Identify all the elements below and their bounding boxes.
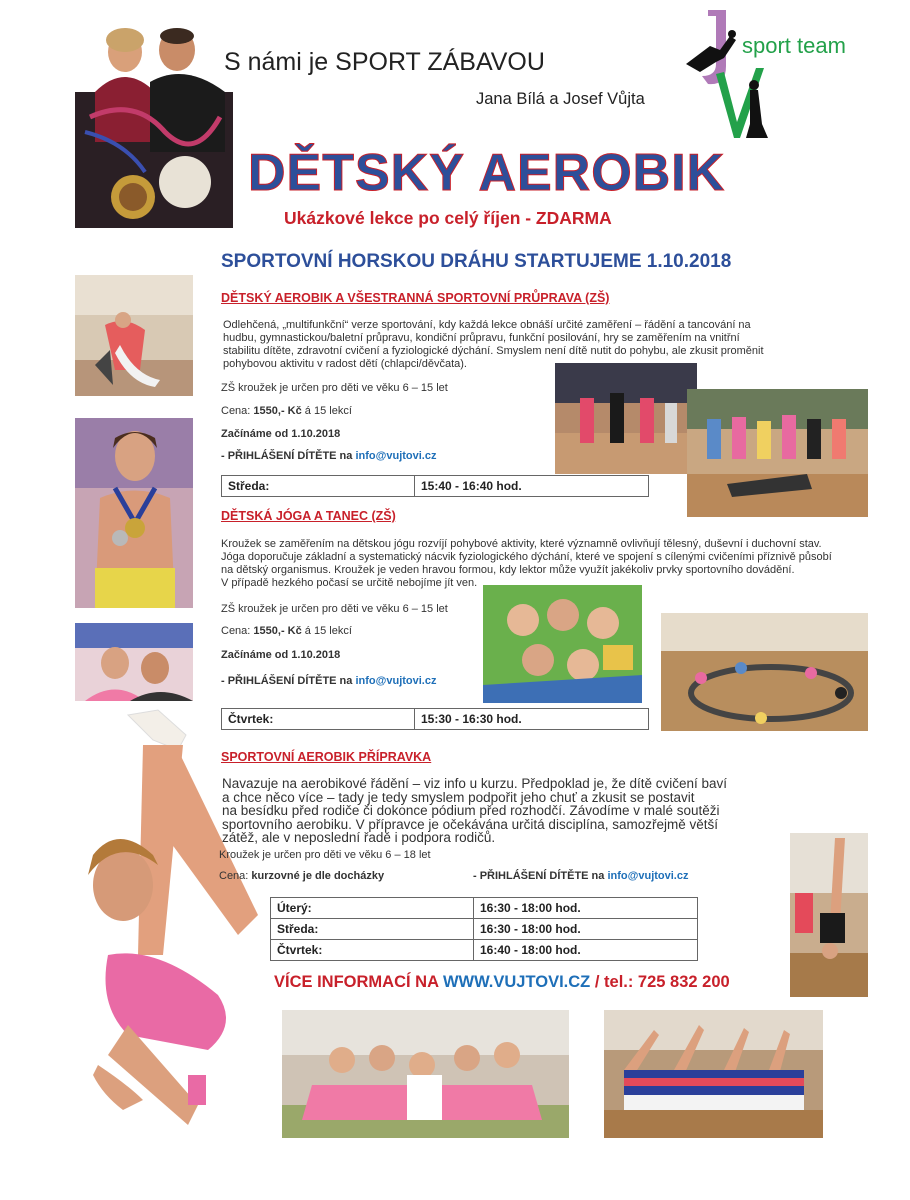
price-label: Cena: [219, 870, 252, 882]
price-info [221, 405, 352, 417]
schedule-day: Středa: [271, 919, 474, 940]
price-info [219, 870, 384, 882]
description-line: Odlehčená, „multifunkční“ verze sportování, kdy každá lekce obnáší určité zaměření – řádění a tancování na [223, 319, 751, 331]
price-suffix: á 15 lekcí [301, 625, 352, 637]
contact-prefix: VÍCE INFORMACÍ NA [274, 973, 443, 991]
schedule-row [271, 919, 698, 940]
price-info [221, 625, 352, 637]
schedule-row [271, 940, 698, 961]
description-line: Jóga doporučuje základní a systematický nácvik fyziologického dýchání, které ve spojení s cílenými cvičeními příznivě působí [221, 551, 832, 563]
price-suffix: á 15 lekcí [301, 405, 352, 417]
start-date: Začínáme od 1.10.2018 [221, 649, 341, 661]
website-link[interactable]: WWW.VUJTOVI.CZ [442, 973, 591, 991]
description-line: zátěž, ale v neposlední řadě i podpora rodičů. [222, 830, 496, 845]
price-value: kurzovné je dle docházky [251, 870, 385, 882]
description-line: sportovního aerobiku. V přípravce je očekávána určitá disciplína, samozřejmě větší [222, 816, 718, 832]
section-aerobic-description [223, 319, 823, 371]
contact-line [274, 973, 730, 992]
section-yoga-description [221, 538, 851, 590]
description-line: stabilitu dítěte, zdravotní cvičení a fyziologické dýchání. Smyslem není dítě nutit do pohybu, ale zkusit proměnit [223, 345, 764, 357]
signup-label: - PŘIHLÁŠENÍ DÍTĚTE na [221, 450, 356, 462]
section-heading-yoga: DĚTSKÁ JÓGA A TANEC (ZŠ) [221, 509, 396, 523]
email-link[interactable]: info@vujtovi.cz [355, 450, 437, 462]
schedule-day: Čtvrtek: [222, 709, 415, 730]
email-link[interactable]: info@vujtovi.cz [607, 870, 689, 882]
gym-training-photo [75, 275, 193, 396]
description-line: Kroužek se zaměřením na dětskou jógu rozvíjí pohybové aktivity, které významně ovlivňují tělesný, duševní i duchovní stav. [221, 538, 822, 550]
schedule-table [221, 708, 649, 730]
description-line: hudbu, gymnastickou/baletní průpravu, kondiční průpravu, funkční posilování, hry se zaměřením na vnitřní [223, 332, 740, 344]
schedule-time: 16:40 - 18:00 hod. [474, 940, 698, 961]
coaches-names: Jana Bílá a Josef Vůjta [476, 90, 645, 108]
gymnast-large-photo [68, 705, 273, 1140]
schedule-row [222, 476, 649, 497]
price-label: Cena: [221, 625, 254, 637]
subtitle: Ukázkové lekce po celý říjen - ZDARMA [284, 208, 612, 228]
start-date: Začínáme od 1.10.2018 [221, 428, 341, 440]
price-value: 1550,- Kč [253, 625, 302, 637]
kids-circle-photo [483, 585, 642, 703]
logo-text: sport team [742, 33, 846, 58]
schedule-time: 15:30 - 16:30 hod. [415, 709, 649, 730]
signup-info [473, 870, 688, 882]
signup-label: - PŘIHLÁŠENÍ DÍTĚTE na [221, 675, 356, 687]
description-line: na dětský organismus. Kroužek je veden hravou formou, kdy lektor může využít jakékoliv prvky sportovního dovádění. [221, 564, 795, 576]
cheer-team-photo [555, 363, 697, 474]
yoga-class-photo [661, 613, 868, 731]
schedule-day: Úterý: [271, 898, 474, 919]
signup-info [221, 675, 436, 687]
signup-info [221, 450, 436, 462]
section-heading-sport-aerobic: SPORTOVNÍ AEROBIK PŘÍPRAVKA [221, 750, 432, 764]
schedule-day: Středa: [222, 476, 415, 497]
description-line: Navazuje na aerobikové řádění – viz info u kurzu. Předpoklad je, že dítě cvičení baví [222, 776, 728, 791]
description-line: pohybovou aktivitu v radost dětí (chlapci/děvčata). [223, 358, 467, 370]
coaches-girl-photo [75, 623, 193, 701]
description-line: na besídku před rodiče či dokonce pódium před rozhodčí. Závodíme v malé soutěži [222, 803, 720, 818]
team-flags-photo [604, 1010, 823, 1138]
schedule-time: 16:30 - 18:00 hod. [474, 898, 698, 919]
medal-girl-photo [75, 418, 193, 608]
team-pink-photo [282, 1010, 569, 1138]
description-line: V případě hezkého počasí se určitě nebojíme jít ven. [221, 577, 478, 589]
age-info: ZŠ kroužek je určen pro děti ve věku 6 – 15 let [221, 382, 448, 394]
price-label: Cena: [221, 405, 254, 417]
price-value: 1550,- Kč [253, 405, 302, 417]
age-info: Kroužek je určen pro děti ve věku 6 – 18 let [219, 849, 431, 861]
schedule-row [222, 709, 649, 730]
signup-label: - PŘIHLÁŠENÍ DÍTĚTE na [473, 870, 608, 882]
handstand-photo [790, 833, 868, 997]
description-line: a chce něco více – tady je tedy smyslem podpořit jeho chuť a zkusit se postavit [222, 789, 695, 805]
page-title: DĚTSKÝ AEROBIK [248, 144, 726, 202]
schedule-time: 16:30 - 18:00 hod. [474, 919, 698, 940]
section-sport-aerobic-description [222, 777, 812, 845]
schedule-table [221, 475, 649, 497]
schedule-row [271, 898, 698, 919]
sport-team-logo [680, 6, 770, 141]
schedule-time: 15:40 - 16:40 hod. [415, 476, 649, 497]
start-announcement: SPORTOVNÍ HORSKOU DRÁHU STARTUJEME 1.10.2018 [221, 251, 732, 272]
email-link[interactable]: info@vujtovi.cz [355, 675, 437, 687]
schedule-day: Čtvrtek: [271, 940, 474, 961]
tagline: S námi je SPORT ZÁBAVOU [224, 48, 545, 76]
schedule-table [270, 897, 698, 961]
section-heading-aerobic: DĚTSKÝ AEROBIK A VŠESTRANNÁ SPORTOVNÍ PRŮPRAVA (ZŠ) [221, 291, 610, 305]
age-info: ZŠ kroužek je určen pro děti ve věku 6 – 15 let [221, 603, 448, 615]
coaches-photo [75, 22, 233, 228]
kids-group-photo [687, 389, 868, 517]
contact-phone: / tel.: 725 832 200 [590, 973, 730, 991]
